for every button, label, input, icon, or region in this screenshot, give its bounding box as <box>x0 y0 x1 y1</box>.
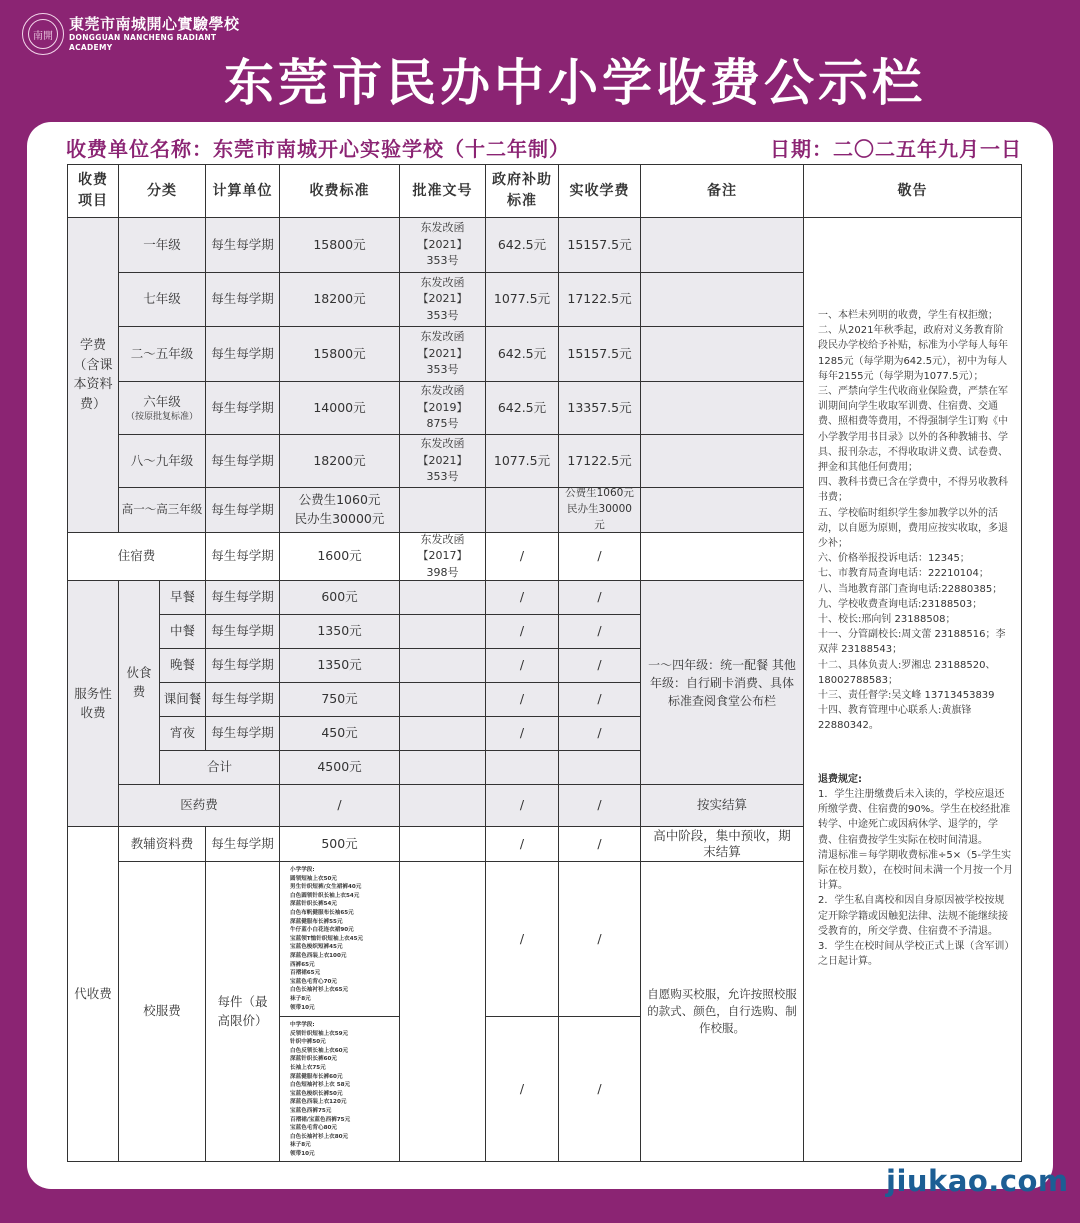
header-unit: 计算单位 <box>205 164 280 218</box>
meal-actual: / <box>558 682 641 717</box>
meal-approval <box>399 580 486 615</box>
meal-subsidy: / <box>485 580 559 615</box>
tuition-actual: 17122.5元 <box>558 272 641 327</box>
watermark: jiukao.com <box>886 1164 1069 1198</box>
school-logo <box>22 12 262 56</box>
header-actual: 实收学费 <box>558 164 641 218</box>
tuition-category: 二～五年级 <box>118 326 206 382</box>
materials-unit: 每生每学期 <box>205 826 280 862</box>
meal-approval <box>399 648 486 683</box>
notice-panel: 一、本栏未列明的收费，学生有权拒缴； 二、从2021年秋季起，政府对义务教育阶段民办学校给予补贴，标准为小学每人每年1285元（每学期为642.5元），初中为每人每年2155元（每学期为1077.5元）； 三、严禁向学生代收商业保险费，严禁在军训期间向学生收取军训费、住宿费、交通费、照相费等费用，不得强制学生订购《中小学教学用书目录》以外的各种教辅书、学具、报刊杂志，不得收取讲义费、试卷费、押金和其他任何费用； 四、教科书费已含在学费中，不得另收教科书费； 五、学校临时组织学生参加教学以外的活动，以自愿为原则，费用应按实收取，多退少补； 六、价格举报投诉电话：12345； 七、市教育局查询电话：22210104； 八、当地教育部门查询电话:22880385； 九、学校收费查询电话:23188503； 十、校长:邢向钊 23188508； 十一、分管副校长:周文蕾 23188516；李双萍 23188543； 十二、具体负责人:罗湘忠 23188520、18002788583； 十三、责任督学:吴文峰 13713453839 十四、教育管理中心联系人:黄旗锋 22880342。 退费规定: 1．学生注册缴费后未入读的，学校应退还所缴学费、住宿费的90%。学生在校经批准转学、中途死亡或因病休学、退学的，学费、住宿费按学生实际在校时间清退。 清退标准＝每学期收费标准÷5×（5-学生实际在校月数），在校时间未满一个月按一个月计算。 2．学生私自离校和因自身原因被学校按规定开除学籍或因触犯法律、法规不能继续接受教育的，所交学费、住宿费不予清退。 3．学生在校时间从学校正式上课（含军训）之日起计算。 <box>803 217 1022 1162</box>
meal-name: 宵夜 <box>159 716 206 751</box>
tuition-remark <box>640 381 804 435</box>
boarding-approval: 东发改函【2017】398号 <box>399 532 486 581</box>
header-subsidy: 政府补助标准 <box>485 164 559 218</box>
uniform-secondary-list: 中学学段: 反领针织短袖上衣59元 针织中裤50元 白色反领长袖上衣60元 深蓝针织长裤60元 长袖上衣75元 深蓝健服布长裤60元 白色短袖衬衫上衣 58元 宝蓝色梭织长裤50元 深蓝色西装上衣120元 宝蓝色西裤75元 百褶裙/宝蓝色西裤75元 宝蓝色毛背心80元 白色长袖衬衫上衣80元 袜子8元 领带10元 <box>279 1016 400 1162</box>
header-standard: 收费标准 <box>279 164 400 218</box>
materials-remark: 高中阶段，集中预收，期末结算 <box>640 826 804 862</box>
boarding-remark <box>640 532 804 581</box>
tuition-approval: 东发改函【2021】353号 <box>399 217 486 273</box>
tuition-subsidy: 642.5元 <box>485 381 559 435</box>
tuition-approval: 东发改函【2021】353号 <box>399 272 486 327</box>
materials-approval <box>399 826 486 862</box>
materials-actual: / <box>558 826 641 862</box>
tuition-actual: 17122.5元 <box>558 434 641 488</box>
fee-table <box>67 164 1022 1162</box>
meal-actual: / <box>558 648 641 683</box>
meal-unit: 每生每学期 <box>205 648 280 683</box>
tuition-category: 六年级 （按原批复标准） <box>118 381 206 435</box>
boarding-standard: 1600元 <box>279 532 400 581</box>
boarding-subsidy: / <box>485 532 559 581</box>
unit-name: 收费单位名称：东莞市南城开心实验学校（十二年制） <box>66 137 570 161</box>
meal-total-subsidy <box>485 750 559 785</box>
medical-approval <box>399 784 486 827</box>
meal-total-label: 合计 <box>159 750 280 785</box>
uniform-primary-subsidy: / <box>485 861 559 1017</box>
materials-standard: 500元 <box>279 826 400 862</box>
service-label: 服务性收费 <box>67 580 119 827</box>
meal-name: 晚餐 <box>159 648 206 683</box>
tuition-unit: 每生每学期 <box>205 217 280 273</box>
meal-unit: 每生每学期 <box>205 614 280 649</box>
meal-name: 早餐 <box>159 580 206 615</box>
medical-standard: / <box>279 784 400 827</box>
uniform-primary-actual: / <box>558 861 641 1017</box>
meal-standard: 450元 <box>279 716 400 751</box>
refund-title: 退费规定: <box>818 773 862 785</box>
tuition-category: 七年级 <box>118 272 206 327</box>
page-title: 东莞市民办中小学收费公示栏 <box>224 54 926 112</box>
tuition-actual: 13357.5元 <box>558 381 641 435</box>
tuition-label: 学费（含课本资料费） <box>67 217 119 533</box>
tuition-standard: 18200元 <box>279 434 400 488</box>
tuition-subsidy: 1077.5元 <box>485 434 559 488</box>
medical-remark: 按实结算 <box>640 784 804 827</box>
school-name-cn: 東莞市南城開心實驗學校 <box>69 15 240 33</box>
tuition-approval: 东发改函【2019】875号 <box>399 381 486 435</box>
tuition-unit: 每生每学期 <box>205 272 280 327</box>
tuition-standard: 15800元 <box>279 326 400 382</box>
boarding-unit: 每生每学期 <box>205 532 280 581</box>
boarding-actual: / <box>558 532 641 581</box>
tuition-unit: 每生每学期 <box>205 487 280 533</box>
meal-approval <box>399 614 486 649</box>
uniform-approval <box>399 861 486 1162</box>
meal-standard: 1350元 <box>279 614 400 649</box>
meal-subsidy: / <box>485 648 559 683</box>
uniform-remark: 自愿购买校服，允许按照校服的款式、颜色，自行选购、制作校服。 <box>640 861 804 1162</box>
medical-actual: / <box>558 784 641 827</box>
tuition-remark <box>640 434 804 488</box>
meal-actual: / <box>558 716 641 751</box>
tuition-approval: 东发改函【2021】353号 <box>399 326 486 382</box>
meal-name: 中餐 <box>159 614 206 649</box>
tuition-actual: 公费生1060元 民办生30000元 <box>558 487 641 533</box>
tuition-unit: 每生每学期 <box>205 434 280 488</box>
tuition-approval <box>399 487 486 533</box>
meal-total-actual <box>558 750 641 785</box>
tuition-actual: 15157.5元 <box>558 217 641 273</box>
materials-label: 教辅资料费 <box>118 826 206 862</box>
tuition-standard: 公费生1060元 民办生30000元 <box>279 487 400 533</box>
tuition-remark <box>640 326 804 382</box>
meal-label: 伙食费 <box>118 580 160 785</box>
tuition-standard: 18200元 <box>279 272 400 327</box>
tuition-unit: 每生每学期 <box>205 381 280 435</box>
medical-label: 医药费 <box>118 784 280 827</box>
uniform-unit: 每件（最高限价） <box>205 861 280 1162</box>
uniform-secondary-subsidy: / <box>485 1016 559 1162</box>
tuition-standard: 15800元 <box>279 217 400 273</box>
collection-label: 代收费 <box>67 826 119 1162</box>
tuition-unit: 每生每学期 <box>205 326 280 382</box>
meal-name: 课间餐 <box>159 682 206 717</box>
meal-standard: 1350元 <box>279 648 400 683</box>
header-notice: 敬告 <box>803 164 1022 218</box>
header-remark: 备注 <box>640 164 804 218</box>
meal-total-approval <box>399 750 486 785</box>
header-category: 分类 <box>118 164 206 218</box>
school-emblem-icon: 南開 <box>22 13 64 55</box>
tuition-standard: 14000元 <box>279 381 400 435</box>
meal-approval <box>399 682 486 717</box>
meal-subsidy: / <box>485 682 559 717</box>
uniform-primary-list: 小学学段: 圆领短袖上衣50元 男生针织短裤/女生裙裤40元 白色圆领针织长袖上衣54元 深蓝针织长裤54元 白色布帆健服布长袖65元 深蓝健服布长裤55元 牛仔蓝小白花连衣裙90元 宝蓝领T恤针织短袖上衣45元 宝蓝色梭织短裤45元 深蓝色西装上衣100元 西裤65元 百褶裙65元 宝蓝色毛背心70元 白色长袖衬衫上衣65元 袜子8元 领带10元 <box>279 861 400 1017</box>
meal-standard: 600元 <box>279 580 400 615</box>
meal-actual: / <box>558 580 641 615</box>
header-approval: 批准文号 <box>399 164 486 218</box>
tuition-subsidy: 1077.5元 <box>485 272 559 327</box>
header-item: 收费项目 <box>67 164 119 218</box>
tuition-remark <box>640 487 804 533</box>
tuition-subsidy <box>485 487 559 533</box>
meal-subsidy: / <box>485 614 559 649</box>
school-name-en: DONGGUAN NANCHENG RADIANT ACADEMY <box>69 33 217 52</box>
uniform-secondary-actual: / <box>558 1016 641 1162</box>
meal-unit: 每生每学期 <box>205 682 280 717</box>
meal-remark: 一～四年级：统一配餐 其他年级：自行刷卡消费、具体标准查阅食堂公布栏 <box>640 580 804 785</box>
meal-actual: / <box>558 614 641 649</box>
tuition-subsidy: 642.5元 <box>485 326 559 382</box>
notice-date: 日期：二〇二五年九月一日 <box>770 137 1022 161</box>
tuition-category: 高一～高三年级 <box>118 487 206 533</box>
medical-subsidy: / <box>485 784 559 827</box>
tuition-actual: 15157.5元 <box>558 326 641 382</box>
materials-subsidy: / <box>485 826 559 862</box>
meal-unit: 每生每学期 <box>205 716 280 751</box>
boarding-label: 住宿费 <box>67 532 206 581</box>
tuition-category: 一年级 <box>118 217 206 273</box>
uniform-label: 校服费 <box>118 861 206 1162</box>
tuition-category: 八～九年级 <box>118 434 206 488</box>
meal-unit: 每生每学期 <box>205 580 280 615</box>
meal-subsidy: / <box>485 716 559 751</box>
tuition-subsidy: 642.5元 <box>485 217 559 273</box>
meal-standard: 750元 <box>279 682 400 717</box>
meal-approval <box>399 716 486 751</box>
meal-total-value: 4500元 <box>279 750 400 785</box>
tuition-approval: 东发改函【2021】353号 <box>399 434 486 488</box>
tuition-remark <box>640 217 804 273</box>
tuition-remark <box>640 272 804 327</box>
